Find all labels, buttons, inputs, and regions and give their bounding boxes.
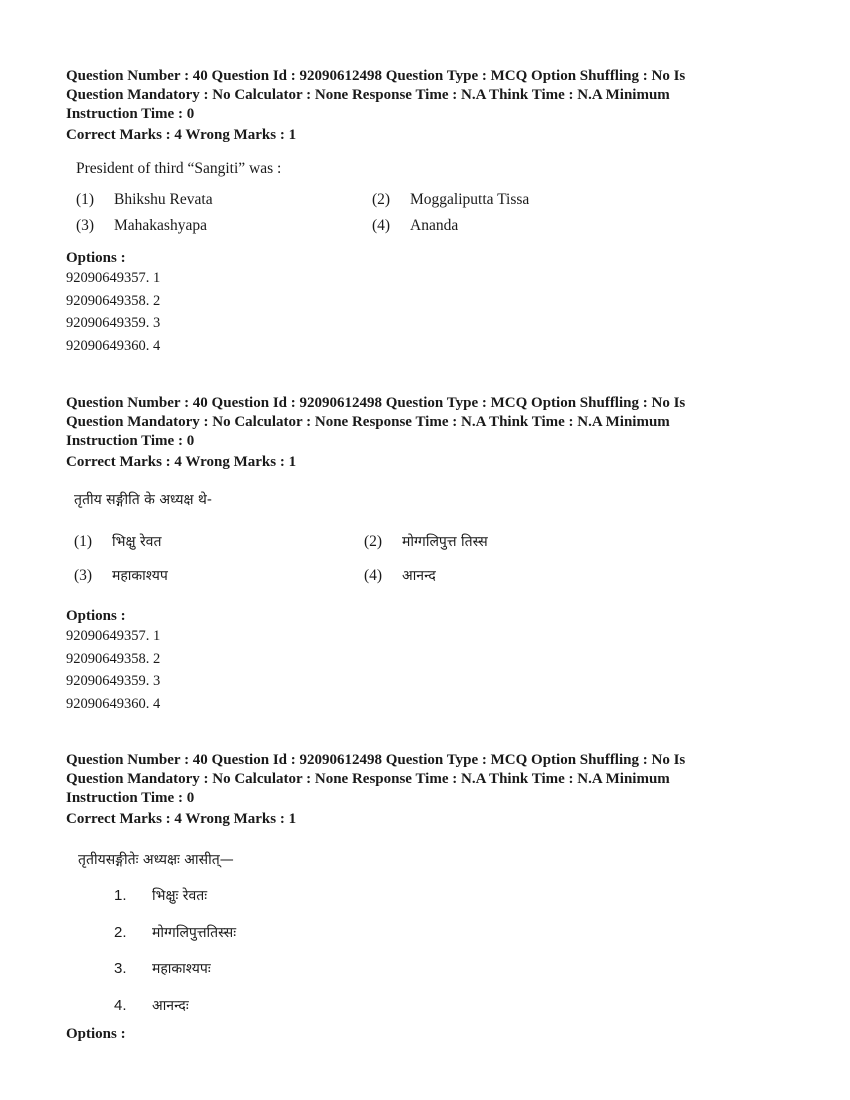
- marks-line: Correct Marks : 4 Wrong Marks : 1: [66, 811, 297, 827]
- options-heading: Options :: [66, 608, 126, 624]
- option-id: 92090649358. 2: [66, 292, 161, 309]
- options-heading: Options :: [66, 250, 126, 266]
- option-grid: [74, 532, 674, 592]
- option-text: Ananda: [410, 217, 459, 234]
- option-number: (1): [76, 191, 95, 208]
- option-item: [74, 566, 168, 585]
- options-list: [66, 1026, 786, 1043]
- option-item: [74, 532, 161, 551]
- meta-line: Instruction Time : 0: [66, 433, 195, 449]
- option-id: 92090649358. 2: [66, 650, 161, 667]
- option-number: 4.: [114, 997, 127, 1014]
- option-id: 92090649360. 4: [66, 695, 161, 712]
- option-item: [372, 191, 529, 209]
- option-id: 92090649357. 1: [66, 628, 161, 644]
- marks-line: Correct Marks : 4 Wrong Marks : 1: [66, 127, 297, 143]
- option-text: आनन्दः: [152, 998, 189, 1014]
- option-text: Bhikshu Revata: [114, 191, 213, 208]
- question-block-3: [66, 751, 786, 828]
- option-item: [76, 217, 207, 235]
- option-text: महाकाश्यपः: [152, 961, 211, 977]
- option-item: [76, 191, 213, 209]
- question-text: तृतीय सङ्गीति के अध्यक्ष थे-: [74, 492, 212, 508]
- meta-line: Question Number : 40 Question Id : 92090612498 Question Type : MCQ Option Shuffling : No Is: [66, 395, 686, 411]
- options-heading: Options :: [66, 1026, 126, 1042]
- options-list: [66, 608, 786, 715]
- option-list: [66, 886, 666, 1016]
- option-item: [114, 959, 211, 978]
- option-number: 1.: [114, 887, 127, 904]
- option-text: Mahakashyapa: [114, 217, 207, 234]
- option-text: भिक्षु रेवत: [112, 534, 162, 550]
- option-item: [114, 923, 236, 942]
- option-number: 3.: [114, 960, 127, 977]
- question-meta: [66, 67, 786, 124]
- meta-line: Instruction Time : 0: [66, 790, 195, 806]
- option-number: (4): [372, 217, 391, 234]
- option-number: (1): [74, 533, 93, 550]
- meta-line: Question Number : 40 Question Id : 92090612498 Question Type : MCQ Option Shuffling : No Is: [66, 752, 686, 768]
- option-number: (2): [372, 191, 391, 208]
- question-block-2: [66, 394, 786, 471]
- option-text: भिक्षुः रेवतः: [152, 888, 208, 904]
- option-item: [364, 566, 436, 585]
- question-meta: [66, 751, 786, 808]
- option-text: Moggaliputta Tissa: [410, 191, 530, 208]
- meta-line: Question Mandatory : No Calculator : None Response Time : N.A Think Time : N.A Minimum: [66, 414, 670, 430]
- option-item: [114, 886, 207, 905]
- question-text: तृतीयसङ्गीतेः अध्यक्षः आसीत्—: [78, 852, 234, 868]
- meta-line: Question Mandatory : No Calculator : None Response Time : N.A Think Time : N.A Minimum: [66, 771, 670, 787]
- marks-line: Correct Marks : 4 Wrong Marks : 1: [66, 454, 297, 470]
- meta-line: Instruction Time : 0: [66, 106, 195, 122]
- option-id: 92090649359. 3: [66, 673, 161, 689]
- option-id: 92090649357. 1: [66, 270, 161, 286]
- option-number: (2): [364, 533, 383, 550]
- option-number: 2.: [114, 924, 127, 941]
- meta-line: Question Mandatory : No Calculator : None Response Time : N.A Think Time : N.A Minimum: [66, 87, 670, 103]
- options-list: [66, 250, 786, 357]
- option-text: मोग्गलिपुत्त तिस्स: [402, 534, 488, 550]
- option-item: [364, 532, 488, 551]
- question-block-1: [66, 67, 786, 144]
- meta-line: Question Number : 40 Question Id : 92090612498 Question Type : MCQ Option Shuffling : No Is: [66, 68, 686, 84]
- option-number: (3): [74, 567, 93, 584]
- option-id: 92090649360. 4: [66, 337, 161, 354]
- question-meta: [66, 394, 786, 451]
- option-text: महाकाश्यप: [112, 568, 168, 584]
- option-item: [372, 217, 458, 235]
- question-text: President of third “Sangiti” was :: [76, 160, 282, 177]
- option-item: [114, 996, 189, 1015]
- option-number: (4): [364, 567, 383, 584]
- option-text: मोग्गलिपुत्ततिस्सः: [152, 925, 237, 941]
- option-text: आनन्द: [402, 568, 436, 584]
- option-id: 92090649359. 3: [66, 315, 161, 331]
- option-number: (3): [76, 217, 95, 234]
- option-grid: [76, 191, 676, 241]
